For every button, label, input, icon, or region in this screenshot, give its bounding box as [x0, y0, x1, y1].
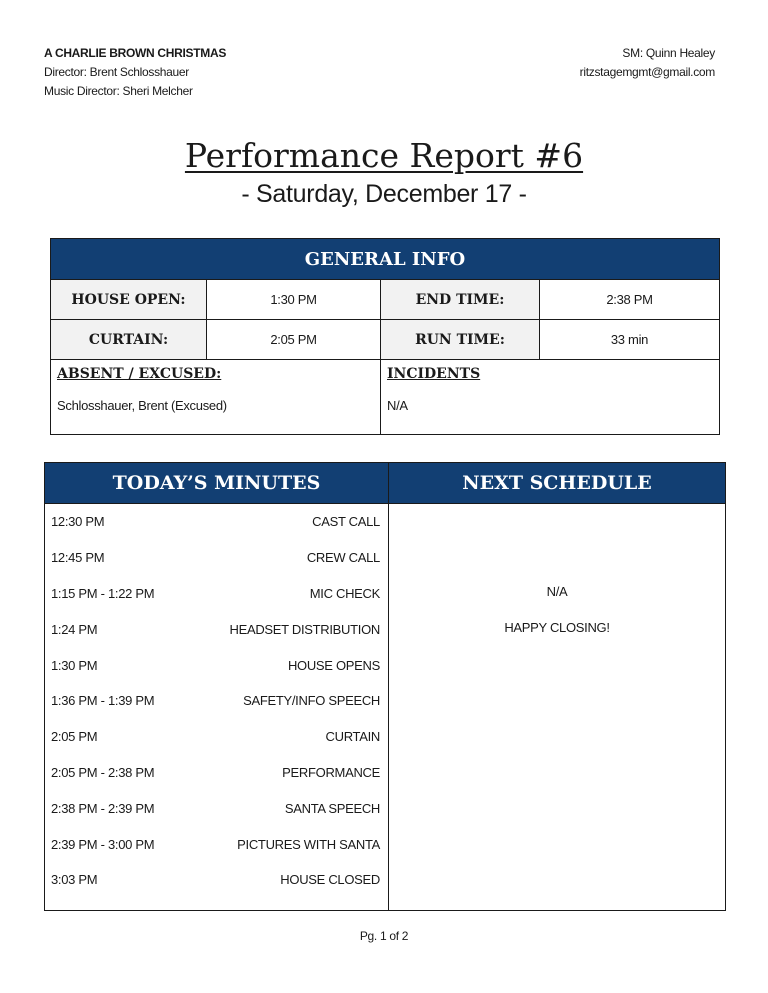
end-time-label: END TIME:	[381, 280, 540, 320]
minutes-event: HOUSE OPENS	[287, 657, 380, 673]
minutes-table	[44, 462, 726, 911]
minutes-row	[45, 611, 388, 647]
minutes-time: 3:03 PM	[51, 872, 98, 888]
minutes-time: 2:38 PM - 2:39 PM	[51, 800, 155, 816]
minutes-time: 1:15 PM - 1:22 PM	[51, 585, 155, 601]
production-info	[44, 44, 226, 101]
minutes-list	[45, 504, 388, 898]
minutes-event: CAST CALL	[312, 514, 380, 530]
show-title: A CHARLIE BROWN CHRISTMAS	[44, 46, 227, 60]
minutes-time: 1:24 PM	[51, 621, 98, 637]
minutes-time: 2:39 PM - 3:00 PM	[51, 836, 155, 852]
minutes-row	[45, 719, 388, 755]
minutes-event: CURTAIN	[325, 729, 380, 745]
house-open-value: 1:30 PM	[207, 280, 381, 320]
minutes-time: 1:36 PM - 1:39 PM	[51, 693, 155, 709]
minutes-event: SANTA SPEECH	[284, 800, 380, 816]
stage-manager: SM: Quinn Healey	[622, 46, 715, 60]
minutes-row	[45, 576, 388, 612]
director: Director: Brent Schlosshauer	[44, 65, 189, 79]
next-schedule-heading: NEXT SCHEDULE	[389, 463, 726, 504]
run-time-label: RUN TIME:	[381, 320, 540, 360]
page-number: Pg. 1 of 2	[359, 929, 409, 943]
minutes-row	[45, 504, 388, 540]
minutes-time: 1:30 PM	[51, 657, 98, 673]
incidents-title: INCIDENTS	[387, 366, 481, 382]
next-schedule-line-1: N/A	[546, 584, 568, 599]
minutes-event: CREW CALL	[306, 550, 380, 566]
minutes-row	[45, 862, 388, 898]
incidents-body: N/A	[387, 398, 408, 413]
contact-email: ritzstagemgmt@gmail.com	[579, 65, 715, 79]
minutes-time: 2:05 PM - 2:38 PM	[51, 764, 155, 780]
run-time-value: 33 min	[540, 320, 720, 360]
general-info-table	[50, 238, 720, 435]
minutes-row	[45, 647, 388, 683]
minutes-event: HEADSET DISTRIBUTION	[229, 621, 380, 637]
curtain-value: 2:05 PM	[207, 320, 381, 360]
minutes-event: HOUSE CLOSED	[280, 872, 380, 888]
curtain-label: CURTAIN:	[51, 320, 207, 360]
general-info-heading: GENERAL INFO	[51, 239, 720, 280]
end-time-value: 2:38 PM	[540, 280, 720, 320]
absent-title: ABSENT / EXCUSED:	[57, 366, 222, 382]
absent-body: Schlosshauer, Brent (Excused)	[57, 398, 227, 413]
minutes-event: PERFORMANCE	[282, 764, 380, 780]
music-director: Music Director: Sheri Melcher	[44, 84, 193, 98]
page-title: Performance Report #6	[184, 136, 584, 175]
next-schedule-line-2: HAPPY CLOSING!	[504, 620, 610, 635]
incidents-section	[381, 360, 720, 435]
minutes-row	[45, 540, 388, 576]
minutes-row	[45, 826, 388, 862]
report-date: - Saturday, December 17 -	[241, 180, 527, 208]
minutes-heading: TODAY’S MINUTES	[45, 463, 389, 504]
minutes-row	[45, 683, 388, 719]
minutes-time: 2:05 PM	[51, 729, 98, 745]
minutes-event: SAFETY/INFO SPEECH	[243, 693, 380, 709]
minutes-row	[45, 755, 388, 791]
absent-section	[51, 360, 381, 435]
stage-manager-info	[580, 44, 715, 82]
minutes-column	[45, 504, 389, 911]
minutes-event: PICTURES WITH SANTA	[237, 836, 380, 852]
next-schedule-column	[389, 504, 726, 911]
minutes-row	[45, 790, 388, 826]
house-open-label: HOUSE OPEN:	[51, 280, 207, 320]
minutes-time: 12:30 PM	[51, 514, 105, 530]
minutes-event: MIC CHECK	[309, 585, 380, 601]
minutes-time: 12:45 PM	[51, 550, 105, 566]
